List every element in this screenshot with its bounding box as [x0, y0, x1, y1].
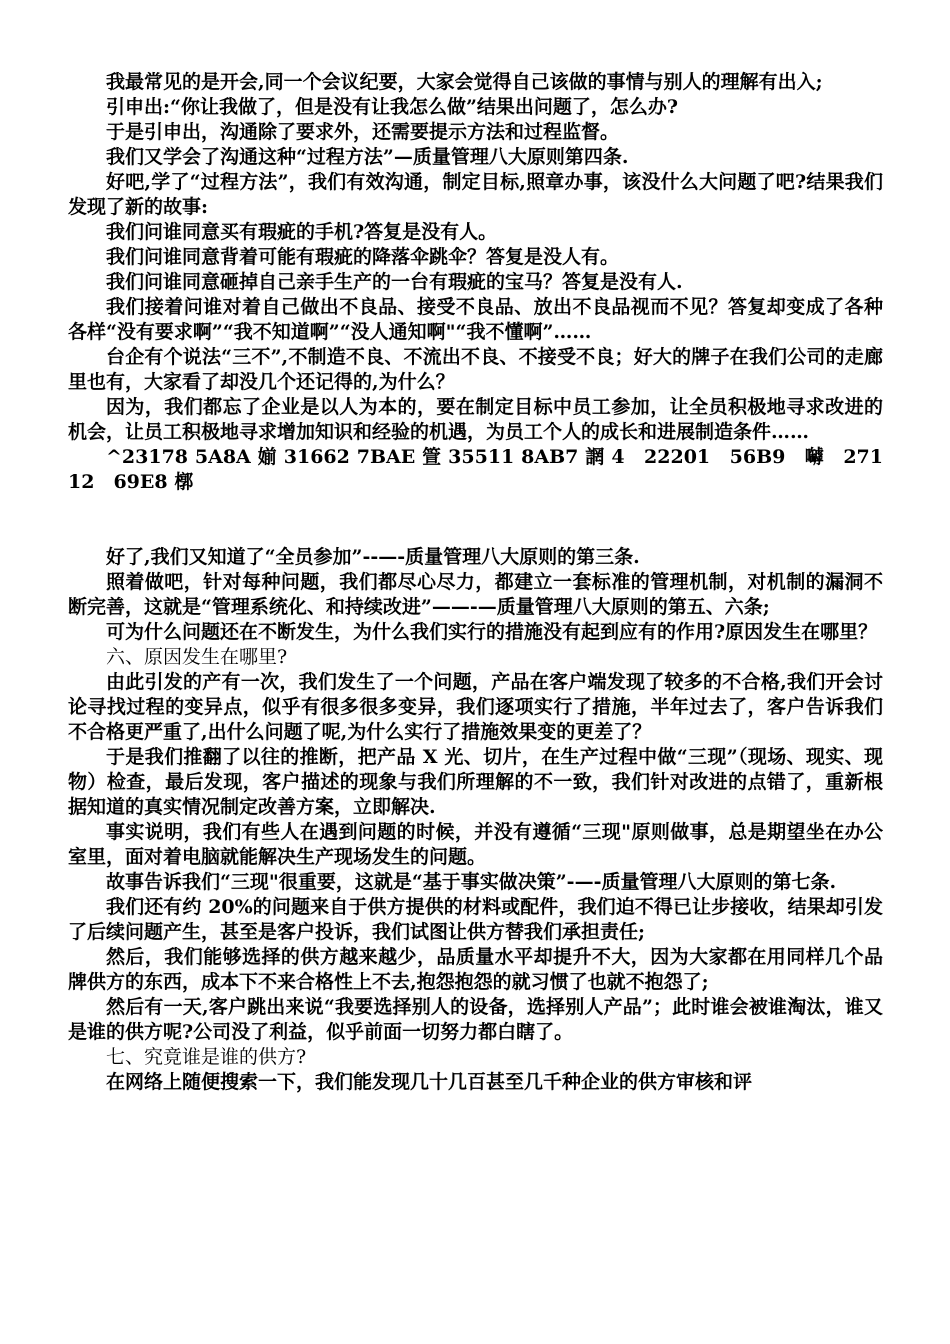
- paragraph: 照着做吧，针对每种问题，我们都尽心尽力，都建立一套标准的管理机制，对机制的漏洞不断完善，这就是“管理系统化、和持续改进”——-—质量管理八大原则的第五、六条;: [68, 571, 883, 618]
- paragraph: 台企有个说法“三不”,不制造不良、不流出不良、不接受不良；好大的牌子在我们公司的走廊里也有，大家看了却没几个还记得的,为什么？: [68, 346, 883, 393]
- paragraph: 我们还有约 20%的问题来自于供方提供的材料或配件，我们迫不得已让步接收，结果却引发了后续问题产生，甚至是客户投诉，我们试图让供方替我们承担责任;: [68, 896, 883, 943]
- paragraph: 我们问谁同意背着可能有瑕疵的降落伞跳伞？答复是没人有。: [106, 246, 620, 268]
- paragraph: 由此引发的产有一次，我们发生了一个问题，产品在客户端发现了较多的不合格,我们开会讨论寻找过程的变异点，似乎有很多很多变异，我们逐项实行了措施，半年过去了，客户告诉我们不合格更严重了,出什么问题了呢,为什么实行了措施效果变的更差了？: [68, 671, 883, 743]
- blank-line: [68, 495, 883, 545]
- paragraph: 可为什么问题还在不断发生，为什么我们实行的措施没有起到应有的作用?原因发生在哪里？: [106, 621, 878, 643]
- paragraph: 我们接着问谁对着自己做出不良品、接受不良品、放出不良品视而不见？答复却变成了各种各样“没有要求啊”“我不知道啊”“没人通知啊"“我不懂啊”……: [68, 296, 883, 343]
- section-heading-6: 六、原因发生在哪里?: [106, 646, 288, 668]
- document-page: [68, 70, 883, 1095]
- paragraph: 我们问谁同意砸掉自己亲手生产的一台有瑕疵的宝马？答复是没有人.: [106, 271, 683, 293]
- paragraph: 事实说明，我们有些人在遇到问题的时候，并没有遵循“三现"原则做事，总是期望坐在办公室里，面对着电脑就能解决生产现场发生的问题。: [68, 821, 883, 868]
- paragraph: 我们又学会了沟通这种“过程方法”—质量管理八大原则第四条.: [106, 146, 629, 168]
- paragraph: 我们问谁同意买有瑕疵的手机?答复是没有人。: [106, 221, 498, 243]
- paragraph: 故事告诉我们“三现"很重要，这就是“基于事实做决策”-—-质量管理八大原则的第七条.: [106, 871, 837, 893]
- paragraph: 好吧,学了“过程方法”，我们有效沟通，制定目标,照章办事，该没什么大问题了吧?结果我们发现了新的故事:: [68, 171, 883, 218]
- paragraph: 好了,我们又知道了“全员参加”--—-质量管理八大原则的第三条.: [106, 546, 640, 568]
- paragraph: 因为，我们都忘了企业是以人为本的，要在制定目标中员工参加，让全员积极地寻求改进的机会，让员工积极地寻求增加知识和经验的机遇，为员工个人的成长和进展制造条件……: [68, 396, 883, 443]
- paragraph: 于是引申出，沟通除了要求外，还需要提示方法和过程监督。: [106, 121, 620, 143]
- paragraph: 引申出:“你让我做了，但是没有让我怎么做”结果出问题了，怎么办?: [106, 96, 679, 118]
- paragraph: 然后有一天,客户跳出来说“我要选择别人的设备，选择别人产品”；此时谁会被谁淘汰，谁又是谁的供方呢?公司没了利益，似乎前面一切努力都白瞎了。: [68, 996, 883, 1043]
- paragraph: 然后，我们能够选择的供方越来越少，品质量水平却提升不大，因为大家都在用同样几个品牌供方的东西，成本下不来合格性上不去,抱怨抱怨的就习惯了也就不抱怨了;: [68, 946, 883, 993]
- section-heading-7: 七、究竟谁是谁的供方?: [106, 1046, 307, 1068]
- paragraph: ^23178 5A8A 媊 31662 7BAE 箮 35511 8AB7 誷 4 22201 56B9 嚹 27112 69E8 槨: [68, 446, 883, 493]
- paragraph: 在网络上随便搜索一下，我们能发现几十几百甚至几千种企业的供方审核和评: [106, 1071, 753, 1093]
- paragraph: 我最常见的是开会,同一个会议纪要，大家会觉得自己该做的事情与别人的理解有出入;: [106, 71, 823, 93]
- paragraph: 于是我们推翻了以往的推断，把产品 X 光、切片，在生产过程中做“三现”（现场、现实、现物）检查，最后发现，客户描述的现象与我们所理解的不一致，我们针对改进的点错了，重新根据知道的真实情况制定改善方案，立即解决.: [68, 746, 883, 818]
